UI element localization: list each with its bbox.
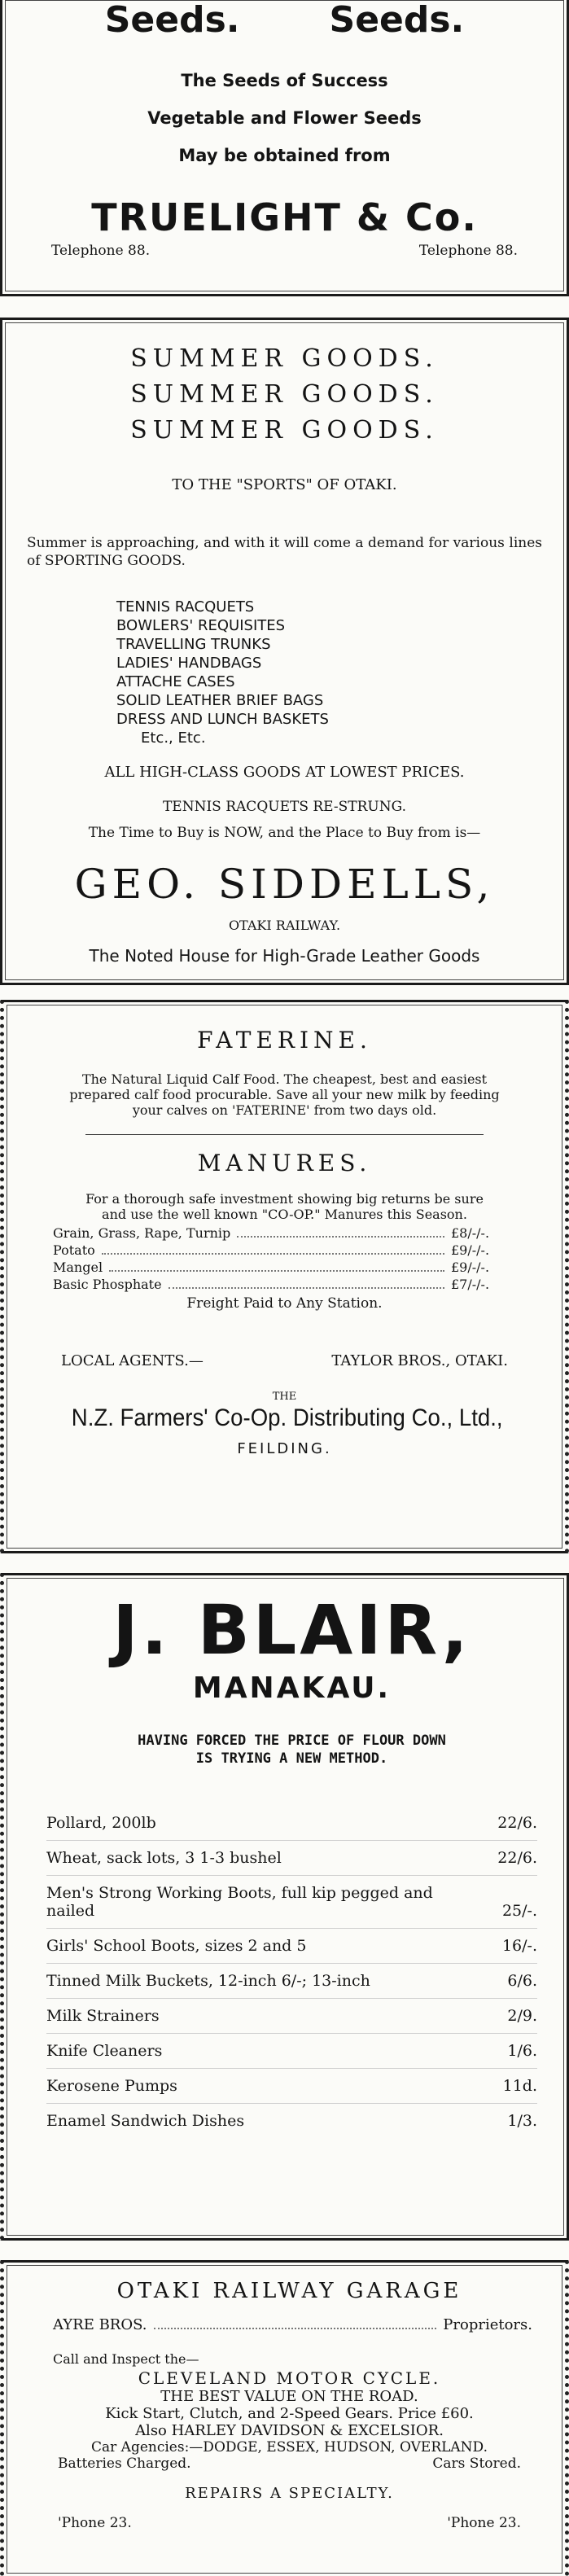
- seeds-firm-name: TRUELIGHT & Co.: [91, 195, 478, 239]
- garage-title: OTAKI RAILWAY GARAGE: [116, 2279, 462, 2303]
- list-item: ATTACHE CASES: [116, 673, 235, 690]
- proprietor-label: Proprietors.: [443, 2316, 532, 2333]
- price-row: [46, 2104, 537, 2138]
- price-row: [46, 1999, 537, 2034]
- item-name: Men's Strong Working Boots, full kip pegged and nailed: [46, 1884, 433, 1920]
- item-price: 22/6.: [497, 1849, 537, 1867]
- garage-proprietors: [42, 2316, 537, 2333]
- list-item: TENNIS RACQUETS: [116, 598, 255, 616]
- manure-row: [53, 1260, 516, 1277]
- time-to-buy: The Time to Buy is NOW, and the Place to Buy from is—: [88, 825, 481, 841]
- garage-call-inspect: Call and Inspect the—: [53, 2351, 199, 2367]
- merchant-name: GEO. SIDDELLS,: [74, 861, 495, 908]
- summer-goods-headlines: [27, 341, 542, 449]
- manures-price-list: [53, 1225, 516, 1294]
- manure-name: Grain, Grass, Rape, Turnip: [53, 1225, 231, 1241]
- seeds-line-2: Vegetable and Flower Seeds: [147, 108, 422, 128]
- tennis-restrung: TENNIS RACQUETS RE-STRUNG.: [162, 799, 407, 815]
- list-item: BOWLERS' REQUISITES: [116, 617, 286, 634]
- blair-price-list: [46, 1806, 537, 2138]
- merchant-location: OTAKI RAILWAY.: [228, 918, 341, 933]
- blair-headline-1: HAVING FORCED THE PRICE OF FLOUR DOWN: [138, 1733, 446, 1749]
- seeds-heading: [2, 0, 567, 41]
- local-agents-label: LOCAL AGENTS.—: [61, 1352, 204, 1369]
- garage-features: Kick Start, Clutch, and 2-Speed Gears. Price £60.: [105, 2405, 474, 2422]
- price-row: [46, 1841, 537, 1876]
- freight-paid: Freight Paid to Any Station.: [186, 1295, 383, 1312]
- item-price: 2/9.: [507, 2007, 537, 2025]
- item-name: Wheat, sack lots, 3 1-3 bushel: [46, 1849, 282, 1867]
- phone-right: 'Phone 23.: [447, 2515, 521, 2531]
- summer-goods-advert: [0, 318, 569, 985]
- batteries-charged: Batteries Charged.: [58, 2456, 191, 2472]
- seeds-line-1: The Seeds of Success: [181, 71, 388, 90]
- garage-cycle: CLEVELAND MOTOR CYCLE.: [138, 2368, 441, 2388]
- manure-price: £7/-/-.: [451, 1277, 490, 1292]
- item-price: 1/6.: [507, 2042, 537, 2060]
- item-name: Tinned Milk Buckets, 12-inch 6/-; 13-inch: [46, 1972, 370, 1990]
- company-the: THE: [272, 1391, 297, 1403]
- garage-also: Also HARLEY DAVIDSON & EXCELSIOR.: [135, 2422, 444, 2439]
- price-row: [46, 1964, 537, 1999]
- item-name: Kerosene Pumps: [46, 2077, 177, 2095]
- list-item: SOLID LEATHER BRIEF BAGS: [116, 692, 324, 709]
- item-name: Girls' School Boots, sizes 2 and 5: [46, 1937, 307, 1955]
- manure-name: Basic Phosphate: [53, 1277, 162, 1292]
- manure-row: [53, 1277, 516, 1294]
- manure-price: £9/-/-.: [451, 1260, 490, 1275]
- summer-goods-headline: SUMMER GOODS.: [130, 416, 439, 445]
- list-item: TRAVELLING TRUNKS: [116, 636, 271, 653]
- manure-price: £9/-/-.: [451, 1242, 490, 1258]
- cars-stored: Cars Stored.: [432, 2456, 521, 2472]
- faterine-advert: [0, 1000, 569, 1553]
- manures-description: For a thorough safe investment showing big returns be sure and use the well known "CO-OP." Manures this Season.: [85, 1191, 484, 1222]
- local-agents-name: TAYLOR BROS., OTAKI.: [331, 1352, 508, 1369]
- garage-services: [42, 2456, 537, 2472]
- item-price: 22/6.: [497, 1814, 537, 1832]
- manure-row: [53, 1225, 516, 1242]
- price-row: [46, 1929, 537, 1964]
- faterine-description: The Natural Liquid Calf Food. The cheapest, best and easiest prepared calf food procurable. Save all your new milk by feeding your calves on 'FATERINE' from two days old.: [69, 1071, 500, 1118]
- manure-price: £8/-/-.: [451, 1225, 490, 1241]
- garage-phones: [42, 2515, 537, 2531]
- sporting-goods-list: [116, 598, 542, 747]
- item-price: 25/-.: [501, 1902, 537, 1920]
- seeds-heading-right: Seeds.: [329, 0, 465, 41]
- list-item: DRESS AND LUNCH BASKETS: [116, 711, 329, 728]
- garage-repairs: REPAIRS A SPECIALTY.: [185, 2485, 394, 2502]
- price-row: [46, 1876, 537, 1929]
- item-price: 16/-.: [501, 1937, 537, 1955]
- garage-agencies: Car Agencies:—DODGE, ESSEX, HUDSON, OVERLAND.: [91, 2439, 488, 2456]
- blair-headline-2: IS TRYING A NEW METHOD.: [195, 1750, 388, 1767]
- all-high-class-goods: ALL HIGH-CLASS GOODS AT LOWEST PRICES.: [104, 764, 465, 781]
- manures-title: MANURES.: [197, 1150, 372, 1176]
- local-agents: [53, 1352, 516, 1369]
- seeds-advert: [0, 0, 569, 296]
- seeds-telephone-left: Telephone 88.: [51, 243, 151, 259]
- item-name: Pollard, 200lb: [46, 1814, 156, 1832]
- summer-goods-headline: SUMMER GOODS.: [130, 380, 439, 409]
- seeds-line-3: May be obtained from: [178, 146, 391, 165]
- seeds-telephone-right: Telephone 88.: [418, 243, 518, 259]
- item-name: Enamel Sandwich Dishes: [46, 2112, 245, 2130]
- proprietor-name: AYRE BROS.: [53, 2316, 147, 2333]
- item-name: Milk Strainers: [46, 2007, 160, 2025]
- summer-goods-headline: SUMMER GOODS.: [130, 344, 439, 373]
- garage-best-value: THE BEST VALUE ON THE ROAD.: [160, 2388, 418, 2405]
- garage-advert: [0, 2260, 569, 2576]
- price-row: [46, 2069, 537, 2104]
- blair-name: J. BLAIR,: [112, 1590, 471, 1670]
- price-row: [46, 2034, 537, 2069]
- manure-name: Potato: [53, 1242, 95, 1258]
- item-price: 11d.: [502, 2077, 537, 2095]
- list-item: Etc., Etc.: [141, 729, 206, 747]
- merchant-tagline: The Noted House for High-Grade Leather Goods: [89, 946, 480, 966]
- phone-left: 'Phone 23.: [58, 2515, 132, 2531]
- blair-advert: [0, 1573, 569, 2241]
- seeds-heading-left: Seeds.: [104, 0, 240, 41]
- item-price: 6/6.: [507, 1972, 537, 1990]
- item-price: 1/3.: [507, 2112, 537, 2130]
- company-town: FEILDING.: [237, 1440, 332, 1457]
- sports-of-otaki: TO THE "SPORTS" OF OTAKI.: [172, 476, 397, 493]
- item-name: Knife Cleaners: [46, 2042, 163, 2060]
- price-row: [46, 1806, 537, 1841]
- list-item: LADIES' HANDBAGS: [116, 655, 262, 672]
- faterine-title: FATERINE.: [197, 1027, 372, 1054]
- blair-place: MANAKAU.: [192, 1671, 392, 1705]
- manure-row: [53, 1242, 516, 1260]
- company-name: N.Z. Farmers' Co-Op. Distributing Co., Ltd.,: [71, 1404, 503, 1431]
- summer-intro-text: Summer is approaching, and with it will come a demand for various lines of SPORTING GOODS.: [27, 535, 542, 569]
- manure-name: Mangel: [53, 1260, 103, 1275]
